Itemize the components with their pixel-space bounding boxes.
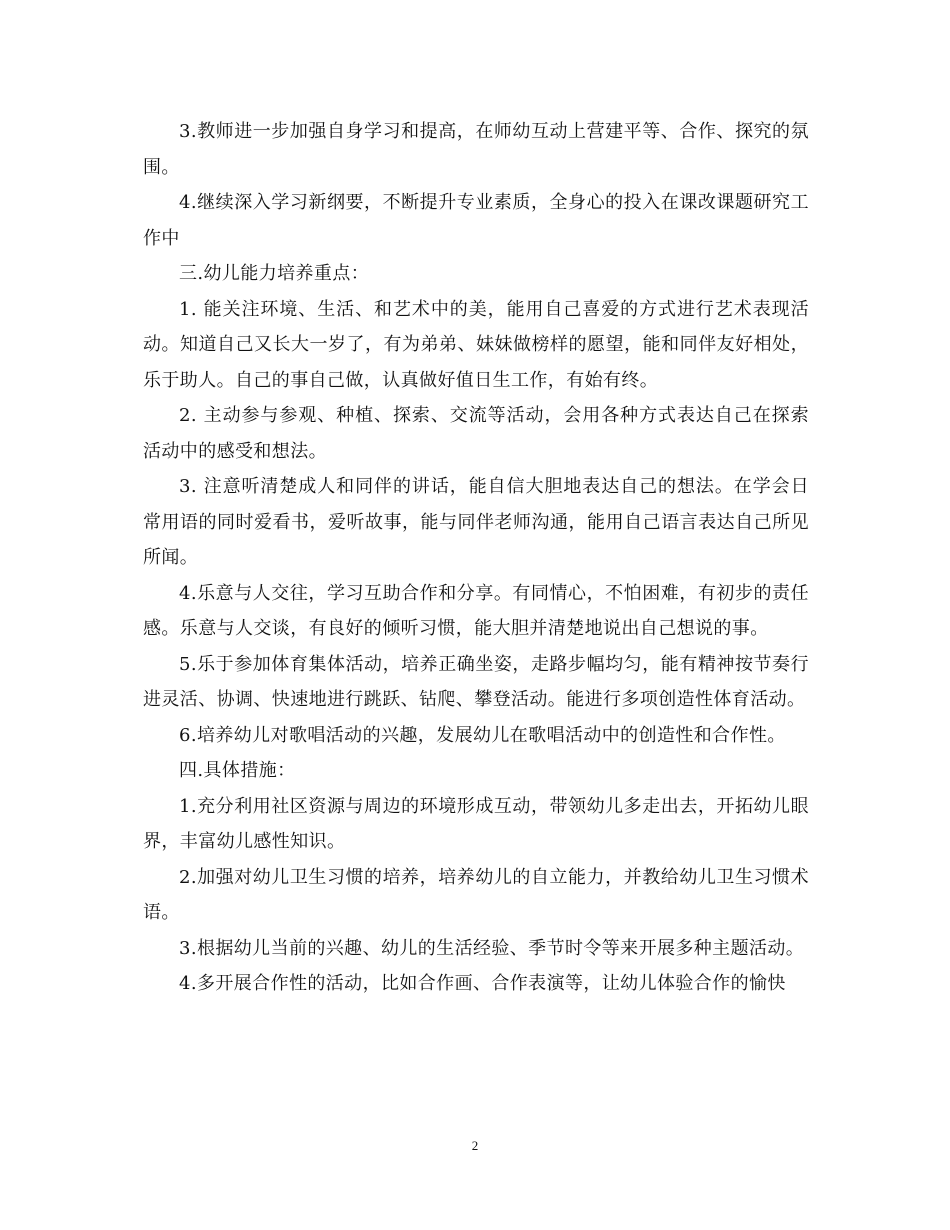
paragraph: 3. 注意听清楚成人和同伴的讲话，能自信大胆地表达自己的想法。在学会日常用语的同时爱看书，爱听故事，能与同伴老师沟通，能用自己语言表达自己所见所闻。 [143,476,809,568]
paragraph: 5.乐于参加体育集体活动，培养正确坐姿，走路步幅均匀，能有精神按节奏行进灵活、协调、快速地进行跳跃、钻爬、攀登活动。能进行多项创造性体育活动。 [143,653,809,710]
paragraph: 1. 能关注环境、生活、和艺术中的美，能用自己喜爱的方式进行艺术表现活动。知道自己又长大一岁了，有为弟弟、妹妹做榜样的愿望，能和同伴友好相处，乐于助人。自己的事自己做，认真做好值日生工作，有始有终。 [143,298,809,391]
paragraph: 1.充分利用社区资源与周边的环境形成互动，带领幼儿多走出去，开拓幼儿眼界，丰富幼儿感性知识。 [143,795,809,852]
paragraph: 4.乐意与人交往，学习互助合作和分享。有同情心，不怕困难，有初步的责任感。乐意与人交谈，有良好的倾听习惯，能大胆并清楚地说出自己想说的事。 [143,582,809,639]
paragraph: 3.根据幼儿当前的兴趣、幼儿的生活经验、季节时令等来开展多种主题活动。 [179,937,805,959]
page-number: 2 [471,1138,479,1153]
paragraph: 2.加强对幼儿卫生习惯的培养，培养幼儿的自立能力，并教给幼儿卫生习惯术语。 [143,866,809,923]
section-heading: 四.具体措施： [179,760,296,781]
paragraph: 3.教师进一步加强自身学习和提高，在师幼互动上营建平等、合作、探究的氛围。 [143,121,809,178]
paragraph: 2. 主动参与参观、种植、探索、交流等活动，会用各种方式表达自己在探索活动中的感受和想法。 [143,405,809,462]
paragraph: 6.培养幼儿对歌唱活动的兴趣，发展幼儿在歌唱活动中的创造性和合作性。 [179,724,786,746]
document-body [143,114,809,1002]
section-heading: 三.幼儿能力培养重点： [179,263,370,284]
paragraph: 4.多开展合作性的活动，比如合作画、合作表演等，让幼儿体验合作的愉快 [179,973,786,994]
paragraph: 4.继续深入学习新纲要，不断提升专业素质，全身心的投入在课改课题研究工作中 [143,192,809,249]
